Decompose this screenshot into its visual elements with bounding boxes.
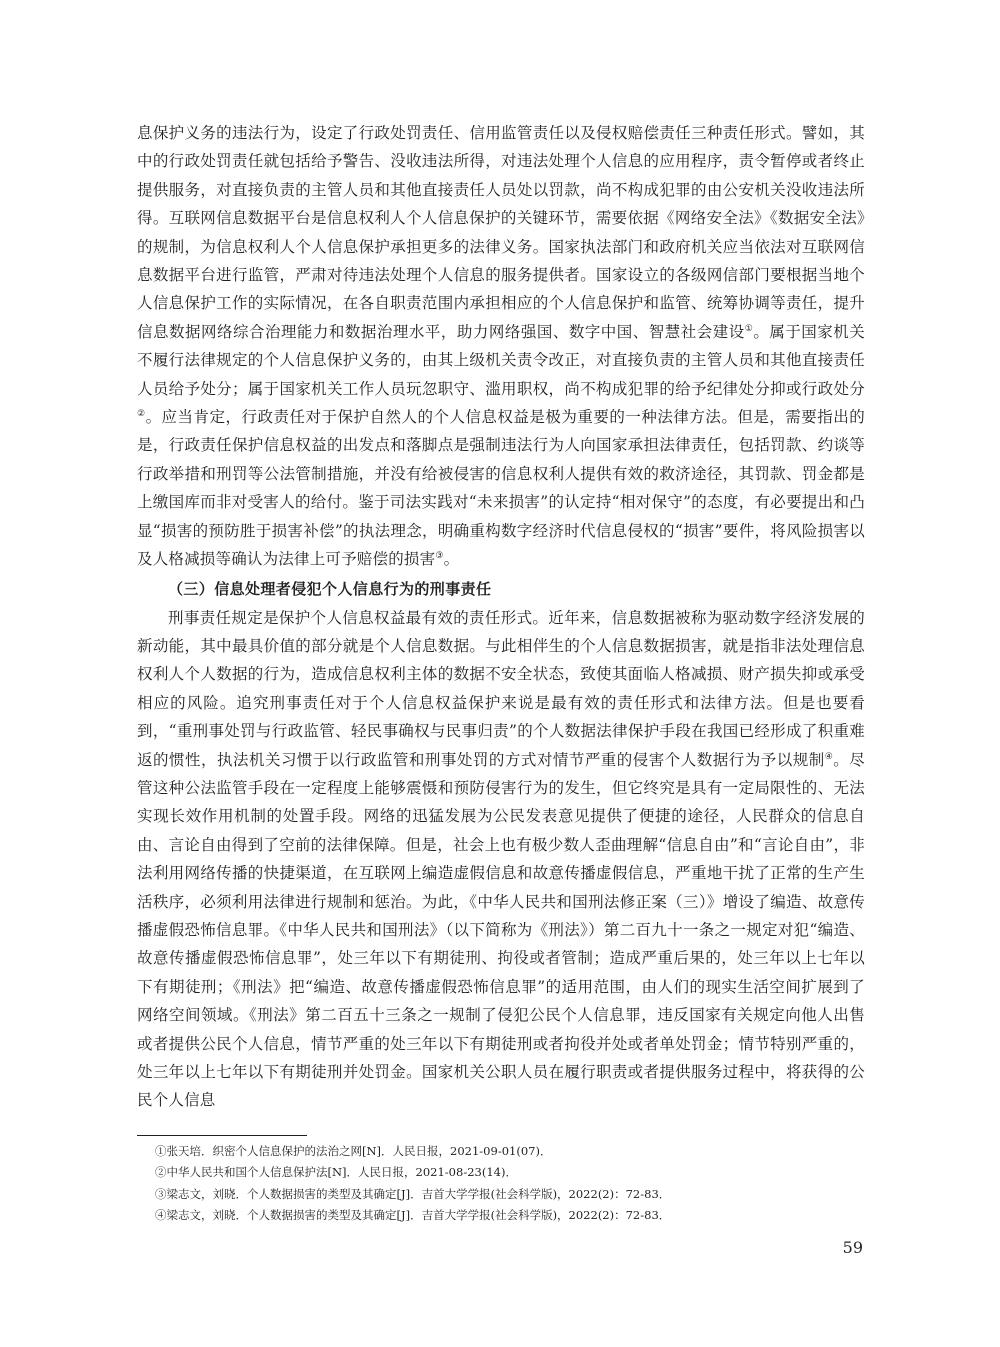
paragraph-criminal-liability: [137, 604, 865, 1115]
footnote-2: ②中华人民共和国个人信息保护法[N]．人民日报，2021-08-23(14)．: [155, 1165, 517, 1180]
footnote-ref-1: ①: [744, 323, 754, 334]
footnotes: [155, 1141, 865, 1226]
footnote-ref-2: ②: [137, 408, 146, 419]
footnote-divider: [137, 1135, 307, 1136]
paragraph-text: 。属于国家机关不履行法律规定的个人信息保护义务的，由其上级机关责令改正，对直接负责的主管人员和其他直接责任人员给予处分；属于国家机关工作人员玩忽职守、滥用职权，尚不构成犯罪的给予纪律处分抑或行政处分: [137, 322, 865, 398]
paragraph-text: 。: [443, 550, 460, 569]
footnote-ref-3: ③: [435, 550, 444, 561]
section-heading: （三）信息处理者侵犯个人信息行为的刑事责任: [168, 579, 492, 598]
paragraph-text: 息保护义务的违法行为，设定了行政处罚责任、信用监管责任以及侵权赔偿责任三种责任形式。譬如，其中的行政处罚责任就包括给予警告、没收违法所得，对违法处理个人信息的应用程序，责令暂停或者终止提供服务，对直接负责的主管人员和其他直接责任人员处以罚款，尚不构成犯罪的由公安机关没收违法所得。互联网信息数据平台是信息权利人个人信息保护的关键环节，需要依据《网络安全法》《数据安全法》的规制，为信息权利人个人信息保护承担更多的法律义务。国家执法部门和政府机关应当依法对互联网信息数据平台进行监管，严肃对待违法处理个人信息的服务提供者。国家设立的各级网信部门要根据当地个人信息保护工作的实际情况，在各自职责范围内承担相应的个人信息保护和监管、统筹协调等责任，提升信息数据网络综合治理能力和数据治理水平，助力网络强国、数字中国、智慧社会建设: [137, 124, 865, 341]
footnote-1: ①张天培．织密个人信息保护的法治之网[N]．人民日报，2021-09-01(07)．: [155, 1144, 552, 1158]
footnote-4: ④梁志文，刘晓．个人数据损害的类型及其确定[J]．吉首大学学报(社会科学版)，2022(2)：72-83．: [155, 1207, 671, 1222]
body-text: [137, 119, 865, 1115]
paragraph-administrative-liability: [137, 119, 865, 574]
paragraph-text: 。应当肯定，行政责任对于保护自然人的个人信息权益是极为重要的一种法律方法。但是，需要指出的是，行政责任保护信息权益的出发点和落脚点是强制违法行为人向国家承担法律责任，包括罚款、约谈等行政举措和刑罚等公法管制措施，并没有给被侵害的信息权利人提供有效的救济途径，其罚款、罚金都是上缴国库而非对受害人的给付。鉴于司法实践对“未来损害”的认定持“相对保守”的态度，有必要提出和凸显“损害的预防胜于损害补偿”的执法理念，明确重构数字经济时代信息侵权的“损害”要件，将风险损害以及人格减损等确认为法律上可予赔偿的损害: [137, 408, 865, 569]
footnote-3: ③梁志文，刘晓．个人数据损害的类型及其确定[J]．吉首大学学报(社会科学版)，2022(2)：72-83．: [155, 1186, 671, 1201]
paragraph-text: 刑事责任规定是保护个人信息权益最有效的责任形式。近年来，信息数据被称为驱动数字经济发展的新动能，其中最具价值的部分就是个人信息数据。与此相伴生的个人信息数据损害，就是指非法处理信息权利人个人数据的行为，造成信息权利主体的数据不安全状态，致使其面临人格减损、财产损失抑或承受相应的风险。追究刑事责任对于个人信息权益保护来说是最有效的责任形式和法律方法。但是也要看到，“重刑事处罚与行政监管、轻民事确权与民事归责”的个人数据法律保护手段在我国已经形成了积重难返的惯性，执法机关习惯于以行政监管和刑事处罚的方式对情节严重的侵害个人数据行为予以规制: [137, 608, 865, 769]
footnote-ref-4: ④: [824, 751, 834, 762]
paragraph-text: 。尽管这种公法监管手段在一定程度上能够震慑和预防侵害行为的发生，但它终究是具有一定局限性的、无法实现长效作用机制的处置手段。网络的迅猛发展为公民发表意见提供了便捷的途径，人民群众的信息自由、言论自由得到了空前的法律保障。但是，社会上也有极少数人歪曲理解“信息自由”和“言论自由”，非法利用网络传播的快捷渠道，在互联网上编造虚假信息和故意传播虚假信息，严重地干扰了正常的生产生活秩序，必须利用法律进行规制和惩治。为此，《中华人民共和国刑法修正案（三）》增设了编造、故意传播虚假恐怖信息罪。《中华人民共和国刑法》（以下简称为《刑法》）第二百九十一条之一规定对犯“编造、故意传播虚假恐怖信息罪”，处三年以下有期徒刑、拘役或者管制；造成严重后果的，处三年以上七年以下有期徒刑；《刑法》把“编造、故意传播虚假恐怖信息罪”的适用范围，由人们的现实生活空间扩展到了网络空间领域。《刑法》第二百五十三条之一规制了侵犯公民个人信息罪，违反国家有关规定向他人出售或者提供公民个人信息，情节严重的处三年以下有期徒刑或者拘役并处或者单处罚金；情节特别严重的，处三年以上七年以下有期徒刑并处罚金。国家机关公职人员在履行职责或者提供服务过程中，将获得的公民个人信息: [137, 750, 865, 1110]
page-number: 59: [842, 1238, 863, 1257]
